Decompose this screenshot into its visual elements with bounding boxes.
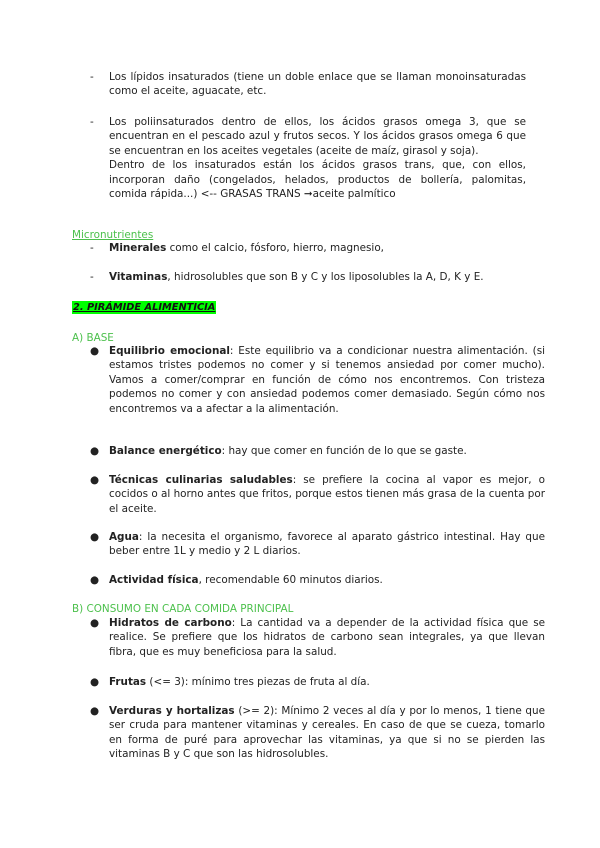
list-item-minerales: [90, 241, 526, 255]
item-text: : se prefiere la cocina al vapor es mejor, o cocidos o al horno antes que fritos, porque estos tienen más grasa de la cuenta por el aceite.: [109, 474, 545, 515]
base-item-equilibrio: [90, 344, 545, 416]
lipidos-list: [90, 70, 526, 99]
item-text: (<= 3): mínimo tres piezas de fruta al día.: [146, 676, 370, 688]
poliinsaturados-text: - Los poliinsaturados dentro de ellos, los ácidos grasos omega 3, que se encuentran en el pescado azul y frutos secos. Y los ácidos grasos omega 6 que se encuentran en los aceites vegetales (aceite de maíz, girasol y soja).: [109, 116, 526, 157]
base-item-balance: [90, 444, 545, 458]
item-label: Técnicas culinarias saludables: [109, 474, 293, 486]
item-text: (>= 2): Mínimo 2 veces al día y por lo menos, 1 tiene que ser cruda para mantener vitaminas y cereales. En caso de que se cueza, tomarlo en forma de puré para aprovechar las vitaminas, ya que si no se pierden las vitaminas B y C que son las hidrosolubles.: [109, 705, 545, 761]
item-label: Actividad física: [109, 574, 199, 586]
list-item-poliinsaturados: [90, 115, 526, 201]
item-label: Balance energético: [109, 445, 222, 457]
micronutrientes-title: Micronutrientes: [72, 229, 154, 241]
list-item-vitaminas: [90, 270, 526, 284]
item-label: Hidratos de carbono: [109, 617, 232, 629]
minerales-text: como el calcio, fósforo, hierro, magnesio,: [166, 242, 384, 254]
vitaminas-text: , hidrosolubles que son B y C y los liposolubles la A, D, K y E.: [167, 271, 484, 283]
trans-text: Dentro de los insaturados están los ácidos grasos trans, que, con ellos, incorporan daño (congelados, helados, productos de bollería, palomitas, comida rápida...) <-- GRASAS TRANS ➞aceite palmítico: [109, 159, 526, 201]
bullet-icon: ●: [90, 705, 100, 717]
item-label: Agua: [109, 531, 139, 543]
bullet-icon: ●: [90, 345, 100, 357]
monoinsaturados-text: - Los lípidos insaturados (tiene un doble enlace que se llaman monoinsaturadas como el aceite, aguacate, etc.: [109, 71, 526, 98]
bullet-icon: ●: [90, 445, 100, 457]
bullet-icon: ●: [90, 617, 100, 629]
bullet-icon: ●: [90, 676, 100, 688]
item-label: Equilibrio emocional: [109, 345, 230, 357]
consumo-title: B) CONSUMO EN CADA COMIDA PRINCIPAL: [72, 603, 294, 615]
consumo-item-verduras: [90, 704, 545, 762]
bullet-icon: ●: [90, 574, 100, 586]
consumo-item-hidratos: [90, 616, 545, 659]
base-item-agua: [90, 530, 545, 559]
section-heading-piramide: 2. PIRÁMIDE ALIMENTICIA: [73, 302, 216, 313]
item-label: Verduras y hortalizas: [109, 705, 235, 717]
item-text: : La cantidad va a depender de la actividad física que se realice. Se prefiere que los hidratos de carbono sean integrales, ya que llevan fibra, que es muy beneficiosa para la salud.: [109, 617, 545, 658]
item-text: , recomendable 60 minutos diarios.: [198, 574, 383, 586]
item-label: Frutas: [109, 676, 147, 688]
base-item-actividad: [90, 573, 545, 587]
minerales-label: Minerales: [109, 242, 167, 254]
item-text: : Este equilibrio va a condicionar nuestra alimentación. (si estamos tristes podemos no comer y si tenemos ansiedad por comer mucho). Vamos a comer/comprar en función de cómo nos encontremos. Con tristeza podemos no comer y con ansiedad podemos comer demasiado. Según cómo nos encontremos va a afectar a la alimentación.: [109, 345, 545, 415]
bullet-icon: ●: [90, 474, 100, 486]
item-text: : hay que comer en función de lo que se gaste.: [221, 445, 467, 457]
item-text: : la necesita el organismo, favorece al aparato gástrico intestinal. Hay que beber entre 1L y medio y 2 L diarios.: [109, 531, 545, 558]
micronutrientes-list-2: [90, 270, 526, 284]
base-title: A) BASE: [72, 332, 114, 344]
list-item-monoinsaturados: [90, 70, 526, 99]
vitaminas-label: Vitaminas: [109, 271, 168, 283]
base-item-tecnicas: [90, 473, 545, 516]
bullet-icon: ●: [90, 531, 100, 543]
micronutrientes-list: [90, 241, 526, 255]
lipidos-list-2: [90, 115, 526, 201]
consumo-item-frutas: [90, 675, 545, 689]
